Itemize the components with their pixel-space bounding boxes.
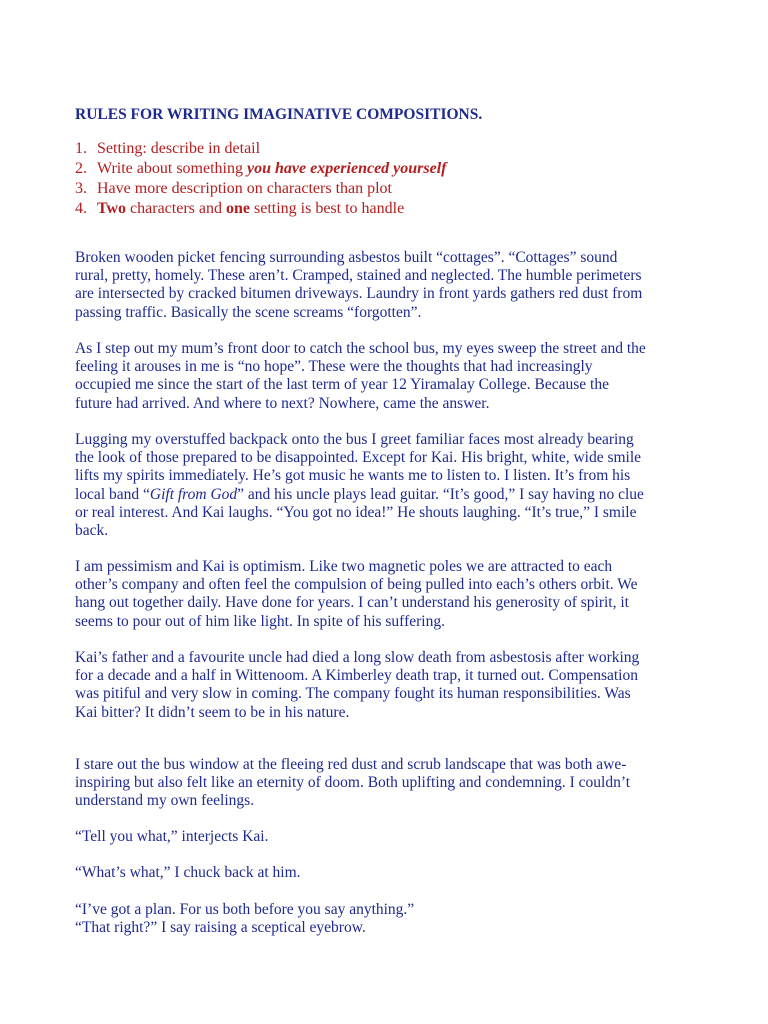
text-line: “What’s what,” I chuck back at him. bbox=[75, 864, 301, 881]
dialogue-line bbox=[75, 828, 705, 846]
band-name: Gift from God bbox=[149, 485, 238, 503]
text-line: passing traffic. Basically the scene screams “forgotten”. bbox=[75, 303, 422, 321]
rule-number: 3. bbox=[75, 180, 87, 197]
text-fragment: ” and his uncle plays lead guitar. “It’s good,” I say having no clue bbox=[237, 485, 644, 503]
rule-bold-one: one bbox=[225, 200, 250, 217]
dialogue-line bbox=[75, 864, 705, 882]
text-line: I am pessimism and Kai is optimism. Like two magnetic poles we are attracted to each bbox=[75, 558, 613, 575]
text-line: “I’ve got a plan. For us both before you say anything.” bbox=[75, 901, 415, 918]
text-line: “That right?” I say raising a sceptical eyebrow. bbox=[75, 919, 366, 937]
rule-number: 1. bbox=[75, 140, 87, 157]
text-line: future had arrived. And where to next? Nowhere, came the answer. bbox=[75, 394, 490, 412]
text-line: As I step out my mum’s front door to catch the school bus, my eyes sweep the street and the bbox=[75, 340, 646, 357]
text-line: was pitiful and very slow in coming. The company fought its human responsibilities. Was bbox=[75, 685, 631, 703]
text-line: other’s company and often feel the compulsion of being pulled into each’s others orbit. We bbox=[75, 576, 638, 594]
dialogue-block bbox=[75, 901, 705, 937]
text-line: the look of those prepared to be disappointed. Except for Kai. His bright, white, wide smile bbox=[75, 449, 642, 467]
paragraph bbox=[75, 249, 705, 322]
paragraph bbox=[75, 756, 705, 811]
rule-number: 4. bbox=[75, 200, 87, 217]
rule-text: Setting: describe in detail bbox=[97, 140, 261, 157]
rule-text: characters and bbox=[126, 200, 226, 217]
text-line: or real interest. And Kai laughs. “You got no idea!” He shouts laughing. “It’s true,” I smile bbox=[75, 503, 637, 521]
document-title: RULES FOR WRITING IMAGINATIVE COMPOSITIONS. bbox=[75, 106, 483, 123]
text-line: rural, pretty, homely. These aren’t. Cramped, stained and neglected. The humble perimeters bbox=[75, 267, 642, 285]
text-fragment: local band “ bbox=[75, 485, 150, 503]
paragraph bbox=[75, 558, 705, 631]
rule-text: setting is best to handle bbox=[249, 200, 405, 217]
text-line: feeling it arouses in me is “no hope”. These were the thoughts that had increasingly bbox=[75, 358, 593, 376]
rule-number: 2. bbox=[75, 160, 87, 177]
rule-text: Have more description on characters than plot bbox=[97, 180, 392, 197]
text-line: occupied me since the start of the last term of year 12 Yiramalay College. Because the bbox=[75, 376, 609, 394]
paragraph bbox=[75, 649, 705, 722]
rule-item bbox=[75, 139, 447, 159]
text-line: inspiring but also felt like an eternity of doom. Both uplifting and condemning. I couldn’t bbox=[75, 774, 631, 792]
paragraph bbox=[75, 340, 705, 413]
text-line: lifts my spirits immediately. He’s got music he wants me to listen to. I listen. It’s from his bbox=[75, 467, 631, 485]
rule-item bbox=[75, 179, 447, 199]
rule-text: Write about something bbox=[97, 160, 247, 177]
text-line: Broken wooden picket fencing surrounding asbestos built “cottages”. “Cottages” sound bbox=[75, 249, 618, 266]
text-line-with-band-name bbox=[75, 486, 705, 504]
rule-bold-two: Two bbox=[97, 200, 127, 217]
text-line: “Tell you what,” interjects Kai. bbox=[75, 828, 269, 845]
text-line: I stare out the bus window at the fleeing red dust and scrub landscape that was both awe- bbox=[75, 756, 627, 773]
rule-emphasis: you have experienced yourself bbox=[247, 160, 447, 177]
text-line: Kai bitter? It didn’t seem to be in his nature. bbox=[75, 703, 350, 721]
rule-item bbox=[75, 199, 447, 219]
text-line: back. bbox=[75, 522, 109, 540]
text-line: seems to pour out of him like light. In spite of his suffering. bbox=[75, 612, 445, 630]
text-line: hang out together daily. Have done for years. I can’t understand his generosity of spirit, it bbox=[75, 594, 629, 612]
text-line: are intersected by cracked bitumen driveways. Laundry in front yards gathers red dust from bbox=[75, 285, 643, 303]
rule-item bbox=[75, 159, 447, 179]
text-line: for a decade and a half in Wittenoom. A Kimberley death trap, it turned out. Compensation bbox=[75, 667, 638, 685]
text-line: Lugging my overstuffed backpack onto the bus I greet familiar faces most already bearing bbox=[75, 431, 634, 448]
rules-list bbox=[75, 139, 447, 219]
paragraph bbox=[75, 431, 705, 540]
text-line: Kai’s father and a favourite uncle had died a long slow death from asbestosis after working bbox=[75, 649, 640, 666]
text-line: understand my own feelings. bbox=[75, 792, 255, 810]
